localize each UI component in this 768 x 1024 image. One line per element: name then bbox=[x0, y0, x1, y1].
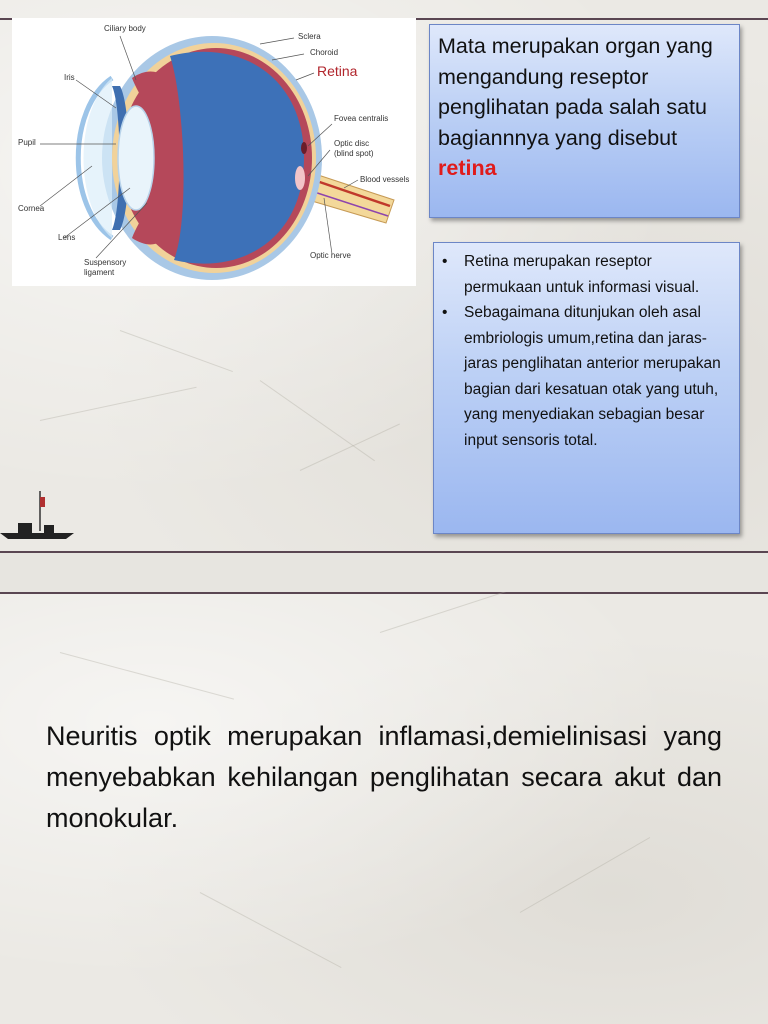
bullet-item: • Retina merupakan reseptor permukaan untuk informasi visual. bbox=[442, 253, 700, 296]
label-lens: Lens bbox=[58, 233, 76, 242]
retina-bullets-box bbox=[433, 242, 740, 534]
bullet-item: • Sebagaimana ditunjukan oleh asal embriologis umum,retina dan jaras-jaras penglihatan anterior merupakan bagian dari kesatuan otak yang utuh, yang menyediakan sebagian besar input sensoris total. bbox=[442, 304, 721, 449]
label-retina: Retina bbox=[317, 63, 358, 79]
label-suspensory-ligament-2: ligament bbox=[84, 268, 115, 277]
label-sclera: Sclera bbox=[298, 32, 321, 41]
label-blood-vessels: Blood vessels bbox=[360, 175, 410, 184]
label-ciliary-body: Ciliary body bbox=[104, 24, 146, 33]
label-optic-disc-1: Optic disc bbox=[334, 139, 370, 148]
label-fovea-centralis: Fovea centralis bbox=[334, 114, 389, 123]
boat-decoration bbox=[0, 485, 80, 545]
retina-intro-box bbox=[429, 24, 740, 218]
neuritis-optik-paragraph: Neuritis optik merupakan inflamasi,demielinisasi yang menyebabkan kehilangan penglihatan secara akut dan monokular. bbox=[46, 721, 722, 833]
label-pupil: Pupil bbox=[18, 138, 36, 147]
retina-intro-text: Mata merupakan organ yang mengandung reseptor penglihatan pada salah satu bagiannnya yang disebut retina bbox=[438, 34, 713, 180]
label-optic-disc-2: (blind spot) bbox=[334, 149, 374, 158]
label-optic-nerve: Optic nerve bbox=[310, 251, 351, 260]
retina-highlight: retina bbox=[438, 156, 497, 180]
label-choroid: Choroid bbox=[310, 48, 339, 57]
label-suspensory-ligament-1: Suspensory bbox=[84, 258, 127, 267]
label-iris: Iris bbox=[64, 73, 75, 82]
slide-gap bbox=[0, 553, 768, 592]
slide-2-top-divider bbox=[0, 592, 768, 594]
label-cornea: Cornea bbox=[18, 204, 45, 213]
bullet-list bbox=[442, 249, 731, 453]
eye-anatomy-diagram bbox=[12, 18, 416, 286]
